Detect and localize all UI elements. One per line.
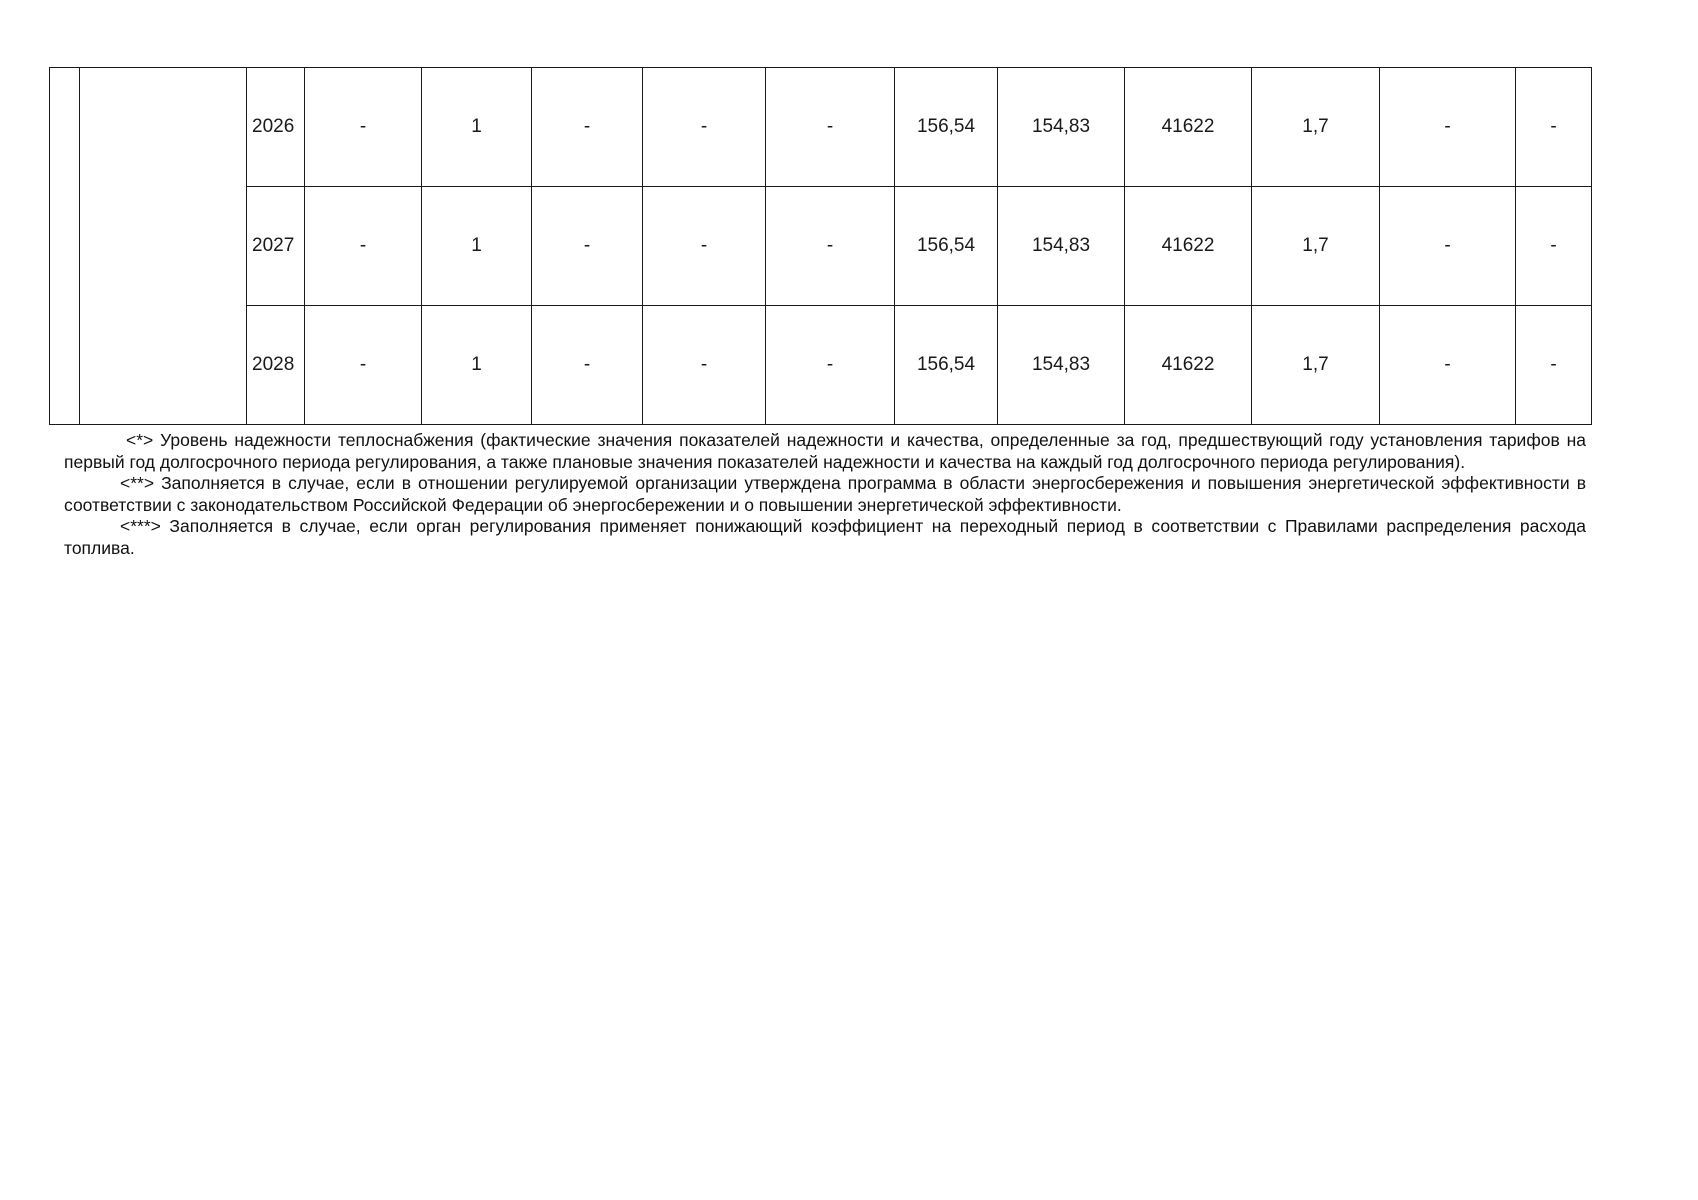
table-cell: - (532, 306, 643, 425)
table-cell: - (766, 306, 895, 425)
table-cell: - (305, 306, 422, 425)
table-cell: 41622 (1125, 68, 1252, 187)
table-cell: - (305, 187, 422, 306)
table-cell: - (305, 68, 422, 187)
table-cell: 1,7 (1252, 306, 1380, 425)
number-cell (50, 68, 80, 425)
table-cell: 154,83 (998, 68, 1125, 187)
table-cell: - (1516, 68, 1592, 187)
table-cell: 156,54 (895, 68, 998, 187)
table-cell: 1 (422, 68, 532, 187)
table-cell: - (1380, 306, 1516, 425)
table-cell: 1 (422, 306, 532, 425)
table-cell: - (1516, 187, 1592, 306)
footnotes (64, 430, 1586, 559)
table-cell: - (643, 187, 766, 306)
table-cell: - (532, 68, 643, 187)
table-cell: 1,7 (1252, 68, 1380, 187)
table-cell: 156,54 (895, 187, 998, 306)
table-cell: - (766, 68, 895, 187)
table-row (50, 68, 1592, 187)
name-cell (80, 68, 247, 425)
year-cell: 2026 (247, 68, 305, 187)
table-cell: - (1380, 187, 1516, 306)
indicators-table (49, 67, 1592, 425)
table-cell: 1 (422, 187, 532, 306)
table-cell: 154,83 (998, 187, 1125, 306)
table-row (50, 306, 1592, 425)
table-cell: 156,54 (895, 306, 998, 425)
year-cell: 2028 (247, 306, 305, 425)
table-cell: - (643, 306, 766, 425)
table-cell: 1,7 (1252, 187, 1380, 306)
table-cell: 154,83 (998, 306, 1125, 425)
table-cell: 41622 (1125, 187, 1252, 306)
table-cell: 41622 (1125, 306, 1252, 425)
table-cell: - (1380, 68, 1516, 187)
table-row (50, 187, 1592, 306)
footnote-reduction-coefficient: <***> Заполняется в случае, если орган регулирования применяет понижающий коэффициент на переходный период в соответствии с Правилами распределения расхода топлива. (64, 516, 1586, 558)
table-cell: - (1516, 306, 1592, 425)
table-cell: - (532, 187, 643, 306)
table-cell: - (766, 187, 895, 306)
footnote-energy-saving: <**> Заполняется в случае, если в отношении регулируемой организации утверждена программа в области энергосбережения и повышения энергетической эффективности в соответствии с законодательством Российской Федерации об энергосбережении и о повышении энергетической эффективности. (64, 473, 1586, 515)
year-cell: 2027 (247, 187, 305, 306)
table-cell: - (643, 68, 766, 187)
footnote-reliability: <*> Уровень надежности теплоснабжения (фактические значения показателей надежности и качества, определенные за год, предшествующий году установления тарифов на первый год долгосрочного периода регулирования, а также плановые значения показателей надежности и качества на каждый год долгосрочного периода регулирования). (64, 430, 1586, 472)
